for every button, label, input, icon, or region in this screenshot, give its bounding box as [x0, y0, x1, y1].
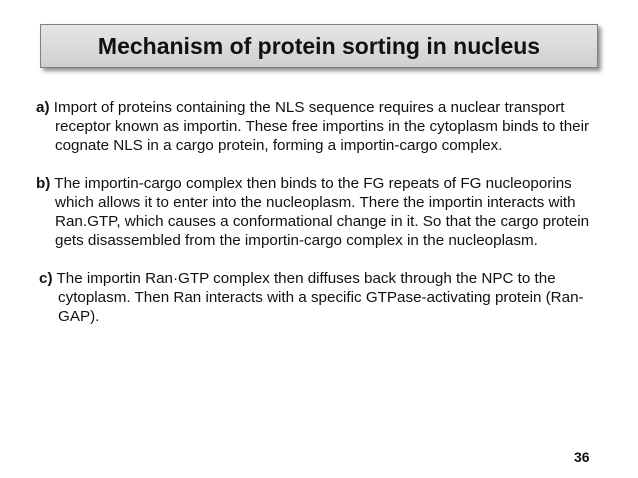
- paragraph-c-label: c): [39, 270, 53, 287]
- paragraph-b: [36, 174, 601, 250]
- paragraph-a-label: a): [36, 99, 50, 116]
- slide-body: [36, 98, 601, 326]
- slide-title: Mechanism of protein sorting in nucleus: [97, 32, 541, 59]
- paragraph-a-text: Import of proteins containing the NLS sequence requires a nuclear transport receptor known as importin. These free importins in the cytoplasm binds to their cognate NLS in a cargo protein, forming a importin-cargo complex.: [53, 99, 590, 154]
- paragraph-a: [36, 98, 601, 155]
- paragraph-b-text: The importin-cargo complex then binds to the FG repeats of FG nucleoporins which allows it to enter into the nucleoplasm. There the importin interacts with Ran.GTP, which causes a conformational change in it. So that the cargo protein gets disassembled from the importin-cargo complex in the nucleoplasm.: [54, 175, 590, 249]
- paragraph-b-label: b): [36, 175, 51, 192]
- paragraph-c-text: The importin Ran·GTP complex then diffuses back through the NPC to the cytoplasm. Then Ran interacts with a specific GTPase-activating protein (Ran-GAP).: [56, 270, 584, 325]
- page-number: 36: [574, 449, 590, 465]
- paragraph-c: [39, 269, 601, 326]
- slide-title-box: [40, 24, 598, 68]
